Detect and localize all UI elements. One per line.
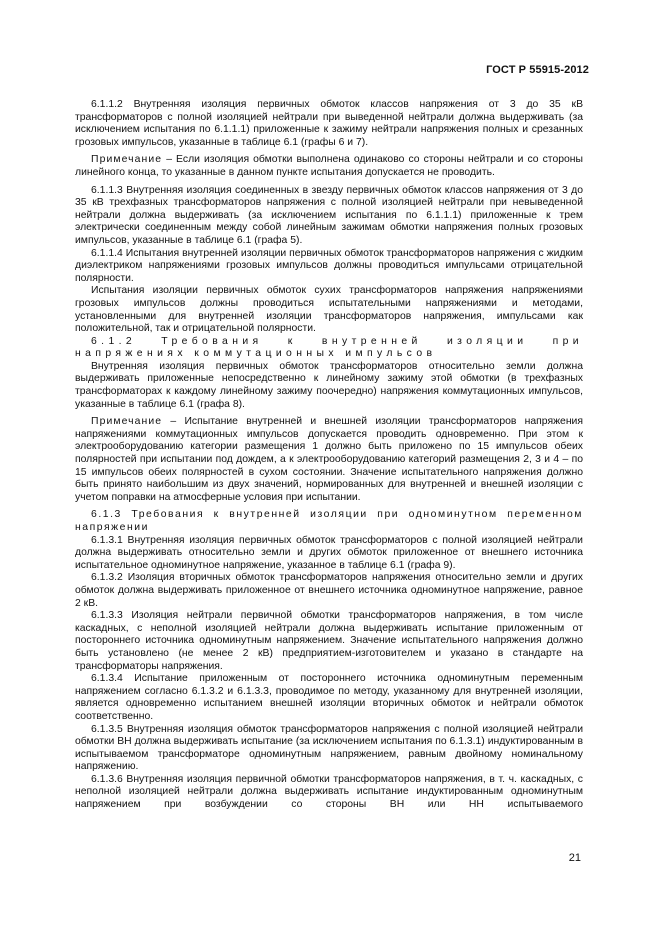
note-2 [75, 416, 583, 504]
note-1 [75, 154, 583, 179]
paragraph-6-1-3-4: 6.1.3.4 Испытание приложенным от постороннего источника одноминутным переменным напряжением согласно 6.1.3.2 и 6.1.3.3, проводимое по методу, указанному для внутренней изоляции, является одновременно испытанием внешней изоляции вторичных обмоток и нейтрали обмоток соответственно. [75, 673, 583, 722]
paragraph-6-1-3-5: 6.1.3.5 Внутренняя изоляция обмоток трансформаторов напряжения с полной изоляцией нейтрали обмотки ВН должна выдерживать испытание (за исключением испытания по 6.1.3.1) индуктированным в испытываемом трансформаторе одноминутным напряжением, равным двойному номинальному напряжению. [75, 723, 583, 773]
section-heading-6-1-3: 6.1.3 Требования к внутренней изоляции при одноминутном переменном напряжении [75, 509, 583, 533]
paragraph-6-1-3-1: 6.1.3.1 Внутренняя изоляция первичных обмоток трансформаторов с полной изоляцией нейтрали должна выдерживать относительно земли и других обмоток приложенное от внешнего источника испытательное одноминутное напряжение, указанное в таблице 6.1 (графа 9). [75, 534, 583, 571]
document-code-header: ГОСТ Р 55915-2012 [486, 64, 589, 76]
paragraph-6-1-3-6: 6.1.3.6 Внутренняя изоляция первичной обмотки трансформаторов напряжения, в т. ч. каскадных, с неполной изоляцией нейтрали должна выдерживать испытание индуктированным одноминутным напряжением при возбуждении со стороны ВН или НН испытываемого [75, 773, 583, 811]
paragraph-6-1-1-4: 6.1.1.4 Испытания внутренней изоляции первичных обмоток трансформаторов напряжения с жидким диэлектриком напряжениями грозовых импульсов должны проводиться импульсами отрицательной полярности. [75, 247, 583, 284]
document-body [75, 99, 583, 812]
note-label: Примечание [91, 154, 163, 166]
note-text: – Испытание внутренней и внешней изоляции трансформаторов напряжения напряжениями коммутационных импульсов допускается проводить одновременно. При этом к электрооборудованию категории размещения 1 должно быть приложено по 15 импульсов обеих полярностей при испытании под дождем, а к электрооборудованию категорий размещения 2, 3 и 4 – по 15 импульсов обеих полярностей в сухом состоянии. Значение испытательного напряжения должно быть принято наибольшим из двух значений, нормированных для внутренней и внешней изоляции с учетом поправки на атмосферные условия при испытании. [75, 416, 583, 503]
paragraph-6-1-3-2: 6.1.3.2 Изоляция вторичных обмоток трансформаторов напряжения относительно земли и других обмоток должна выдерживать приложенное от внешнего источника одноминутное напряжение, равное 2 кВ. [75, 572, 583, 609]
note-text: – Если изоляция обмотки выполнена одинаково со стороны нейтрали и со стороны линейного конца, то указанные в данном пункте испытания допускается не проводить. [75, 154, 583, 178]
paragraph-dry-transformers: Испытания изоляции первичных обмоток сухих трансформаторов напряжения напряжениями грозовых импульсов должны проводиться испытательными напряжениями и методами, установленными для внутренней изоляции трансформаторов напряжения, импульсами как положительной, так и отрицательной полярности. [75, 285, 583, 335]
paragraph-6-1-1-3: 6.1.1.3 Внутренняя изоляция соединенных в звезду первичных обмоток классов напряжения от 3 до 35 кВ трехфазных трансформаторов напряжения с полной изоляцией нейтрали при невыведенной нейтрали должна выдерживать (за исключением испытания по 6.1.1.1) приложенные к трем электрически соединенным между собой линейным зажимам обмотки напряжения полных грозовых импульсов, указанные в таблице 6.1 (графа 5). [75, 184, 583, 246]
paragraph-6-1-1-2: 6.1.1.2 Внутренняя изоляция первичных обмоток классов напряжения от 3 до 35 кВ трансформаторов с полной изоляцией нейтрали при выведенной нейтрали должна выдерживать (за исключением испытания по 6.1.1.1) приложенные к зажиму нейтрали напряжения полных и срезанных грозовых импульсов, указанные в таблице 6.1 (графы 6 и 7). [75, 99, 583, 148]
section-heading-6-1-2: 6.1.2 Требования к внутренней изоляции при напряжениях коммутационных импульсов [75, 335, 583, 360]
paragraph-6-1-3-3: 6.1.3.3 Изоляция нейтрали первичной обмотки трансформаторов напряжения, в том числе каскадных, с неполной изоляцией нейтрали должна выдерживать испытание приложенным от постороннего источника одноминутным напряжением. Значение испытательного напряжения должно быть установлено (не менее 2 кВ) предприятием-изготовителем и указано в стандарте на трансформаторы напряжения. [75, 610, 583, 672]
paragraph-switching-impulses: Внутренняя изоляция первичных обмоток трансформаторов относительно земли должна выдерживать приложенные непосредственно к линейному зажиму этой обмотки (в трехфазных трансформаторах к каждому линейному зажиму поочередно) напряжения коммутационных импульсов, указанные в таблице 6.1 (графа 8). [75, 360, 583, 410]
note-label: Примечание [91, 416, 163, 428]
page-number: 21 [568, 852, 581, 864]
